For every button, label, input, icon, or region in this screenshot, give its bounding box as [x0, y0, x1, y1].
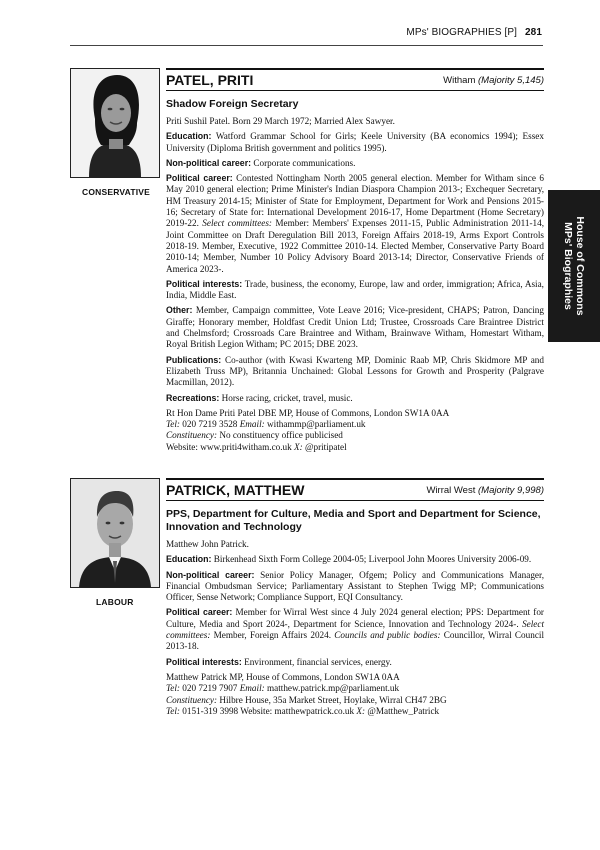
name-bar	[166, 68, 544, 91]
political-interests: Political interests: Environment, financial services, energy.	[166, 656, 392, 667]
website-link[interactable]: matthewpatrick.co.uk	[274, 705, 355, 716]
majority: (Majority 9,998)	[478, 485, 544, 496]
phone: 0151-319 3998	[182, 705, 239, 716]
constituency-majority	[443, 75, 544, 86]
postal-address: Rt Hon Dame Priti Patel DBE MP, House of Commons, London SW1A 0AA	[166, 407, 450, 418]
email-link[interactable]: withammp@parliament.uk	[267, 419, 366, 430]
mp-entry-patel	[166, 68, 544, 453]
constituency-majority	[426, 485, 544, 496]
constituency-office: Constituency: No constituency office publicised	[166, 430, 343, 441]
mp-portrait-patel	[70, 68, 160, 178]
website-link[interactable]: www.priti4witham.co.uk	[200, 441, 292, 452]
birth-details: Matthew John Patrick.	[166, 539, 249, 549]
non-political-career: Non-political career: Senior Policy Manager, Ofgem; Policy and Communications Manager, Financial Ombudsman Service; Parliamentary Assistant to Stephen Twigg MP; Communications Officer, Sense Network; Compliance Support, EQI Consultancy.	[166, 569, 545, 603]
party-label: LABOUR	[96, 597, 134, 607]
mp-name: PATEL, PRITI	[166, 72, 254, 88]
party-label: CONSERVATIVE	[82, 187, 151, 197]
email-link[interactable]: matthew.patrick.mp@parliament.uk	[267, 683, 400, 694]
mp-role: PPS, Department for Culture, Media and Sport and Department for Science, Innovation and Technology	[166, 508, 541, 533]
political-career: Political career: Member for Wirral West since 4 July 2024 general election; PPS: Department for Culture, Media and Sport 2024-, Department for Science, Innovation and Technology 2024-. Select committees: Member, Foreign Affairs 2024. Councils and public bodies: Councillor, Wirral Council 2013-18.	[166, 607, 545, 652]
section-tab-line1: House of Commons	[574, 216, 586, 316]
mp-entry-patrick	[166, 478, 544, 717]
section-tab-line2: MPs' Biographies	[562, 222, 574, 310]
name-bar	[166, 478, 544, 501]
birth-details: Priti Sushil Patel. Born 29 March 1972; Married Alex Sawyer.	[166, 116, 395, 126]
political-career: Political career: Contested Nottingham North 2005 general election. Member for Witham since 6 May 2010 general election; Prime Minister's Indian Diaspora Champion 2013-; Exchequer Secretary, HM Treasury 2014-15; Minister of State for Employment, Department for Work and Pensions 2015-16; Secretary of State for: International Development 2016-17, Home Department (Home Secretary) 2019-22. Select committees: Member: Members' Expenses 2011-15, Public Administration 2011-14, Joint Committee on Draft Deregulation Bill 2013, Foreign Affairs 2018-19, Arms Export Controls 2018-19. Member, Executive, 1922 Committee 2010-14. Elected Member, Conservative Party Board 2010-14; Member, Number 10 Policy Advisory Board 2013-14; Director, Conservative Friends of America 2023-.	[166, 173, 545, 274]
phone-website-social: Tel: 0151-319 3998 Website: matthewpatrick.co.uk X: @Matthew_Patrick	[166, 705, 440, 716]
postal-address: Matthew Patrick MP, House of Commons, London SW1A 0AA	[166, 671, 400, 682]
phone-email: Tel: 020 7219 7907 Email: matthew.patrick.mp@parliament.uk	[166, 683, 400, 694]
publications: Publications: Co-author (with Kwasi Kwarteng MP, Dominic Raab MP, Chris Skidmore MP and Elizabeth Truss MP), Britannia Unchained: Global Lessons for Growth and Prosperity (Palgrave Macmillan, 2012).	[166, 354, 544, 388]
website-social: Website: www.priti4witham.co.uk X: @pritipatel	[166, 441, 347, 452]
page-number: 281	[525, 27, 542, 38]
other-info: Other: Member, Campaign committee, Vote Leave 2016; Vice-president, CHAPS; Patron, Dancing Giraffe; Honorary member, Holdfast Credit Union Ltd; Trustee, Crossroads Care Braintree District and Chelmsford; Crossroads Care Braintree and Witham, Brainwave Witham, Homestart Witham, Royal British Legion Witham; PC 2015; DBE 2023.	[166, 305, 544, 350]
constituency-name: Wirral West	[426, 485, 476, 496]
majority: (Majority 5,145)	[478, 75, 544, 86]
education: Education: Birkenhead Sixth Form College 2004-05; Liverpool John Moores University 2006-09.	[166, 554, 532, 565]
mp-role: Shadow Foreign Secretary	[166, 98, 299, 110]
x-handle-link[interactable]: @Matthew_Patrick	[367, 705, 440, 716]
x-handle-link[interactable]: @pritipatel	[305, 441, 347, 452]
mp-name: PATRICK, MATTHEW	[166, 482, 305, 498]
phone: 020 7219 3528	[182, 419, 238, 430]
education: Education: Watford Grammar School for Girls; Keele University (BA economics 1994); Essex University (Diploma British government and politics 1995).	[166, 131, 544, 153]
section-tab	[548, 190, 600, 342]
phone: 020 7219 7907	[182, 683, 238, 694]
running-head-title: MPs' BIOGRAPHIES [P]	[406, 27, 517, 38]
political-interests: Political interests: Trade, business, the economy, Europe, law and order, immigration; Africa, Asia, India, Middle East.	[166, 278, 544, 301]
recreations: Recreations: Horse racing, cricket, travel, music.	[166, 392, 353, 403]
mp-portrait-patrick	[70, 478, 160, 588]
constituency-office: Constituency: Hilbre House, 35a Market Street, Hoylake, Wirral CH47 2BG	[166, 694, 447, 705]
constituency-name: Witham	[443, 75, 476, 86]
running-head	[406, 27, 542, 38]
phone-email: Tel: 020 7219 3528 Email: withammp@parliament.uk	[166, 419, 366, 430]
non-political-career: Non-political career: Corporate communications.	[166, 157, 356, 168]
header-rule	[70, 45, 543, 46]
